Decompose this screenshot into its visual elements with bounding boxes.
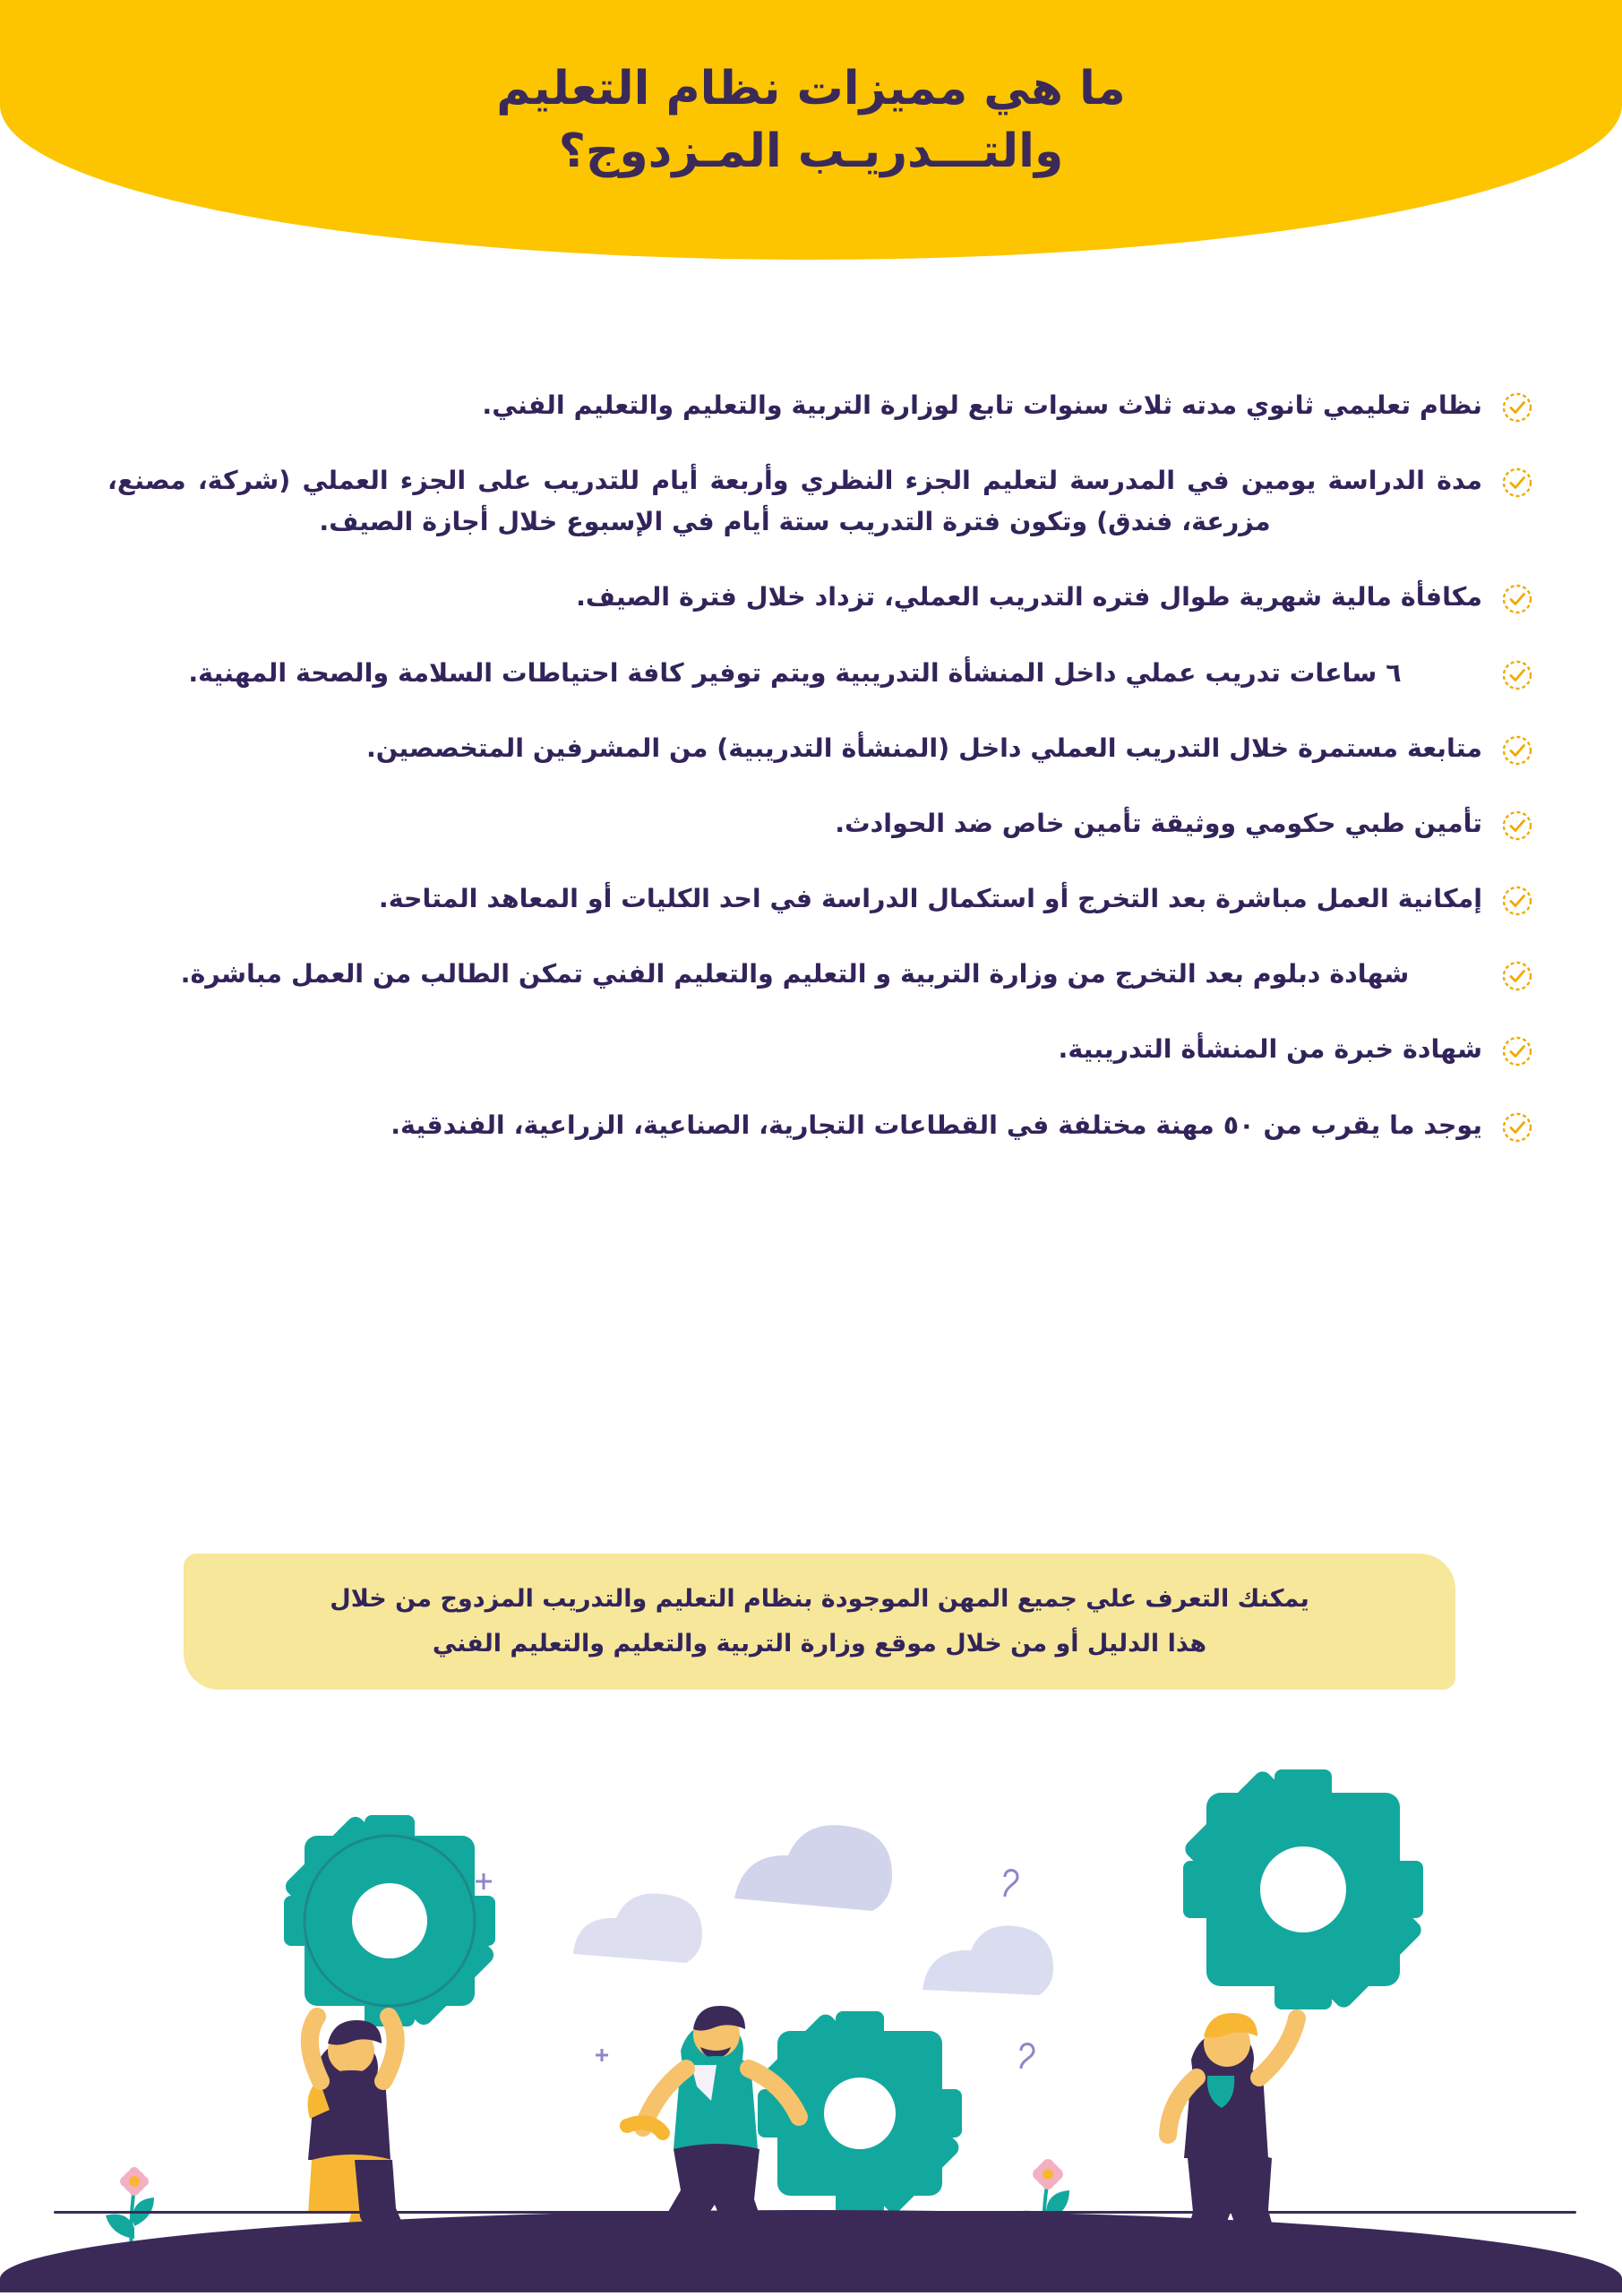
list-item-text: إمكانية العمل مباشرة بعد التخرج أو استكمال الدراسة في احد الكليات أو المعاهد المتاحة. [378, 884, 1482, 914]
check-circle-icon [1502, 584, 1532, 614]
list-item [107, 728, 1532, 769]
features-list [0, 385, 1622, 1180]
page-title [0, 0, 1622, 260]
list-item [107, 1105, 1532, 1146]
list-item [107, 460, 1532, 543]
list-item [107, 577, 1532, 618]
list-item-text: تأمين طبي حكومي ووثيقة تأمين خاص ضد الحوادث. [835, 808, 1482, 838]
list-item-text: يوجد ما يقرب من ٥٠ مهنة مختلفة في القطاعات التجارية، الصناعية، الزراعية، الفندقية. [390, 1109, 1482, 1140]
check-circle-icon [1502, 886, 1532, 916]
check-circle-icon [1502, 392, 1532, 423]
list-item-text: نظام تعليمي ثانوي مدته ثلاث سنوات تابع لوزارة التربية والتعليم والتعليم الفني. [482, 390, 1482, 420]
info-note-line-2: هذا الدليل أو من خلال موقع وزارة التربية والتعليم والتعليم الفني [432, 1629, 1207, 1658]
info-note [184, 1554, 1455, 1690]
list-item-text: متابعة مستمرة خلال التدريب العملي داخل (المنشأة التدريبية) من المشرفين المتخصصين. [365, 732, 1482, 763]
list-item [107, 653, 1532, 694]
page-title-line-1: ما هي مميزات نظام التعليم [496, 61, 1126, 116]
gear-right [1181, 1768, 1425, 2011]
check-circle-icon [1502, 735, 1532, 766]
list-item [107, 1029, 1532, 1070]
list-item-text: شهادة دبلوم بعد التخرج من وزارة التربية و التعليم والتعليم الفني تمكن الطالب من العمل مباشرة. [180, 959, 1410, 990]
check-circle-icon [1502, 810, 1532, 841]
cloud-shapes [573, 1825, 1053, 1995]
check-circle-icon [1502, 660, 1532, 690]
list-item [107, 385, 1532, 426]
gear-left [282, 1813, 497, 2028]
list-item-text: مدة الدراسة يومين في المدرسة لتعليم الجزء النظري وأربعة أيام للتدريب على الجزء العملي (شركة، مصنع، مزرعة، فندق) وتكون فترة التدريب ستة أيام في الإسبوع خلال أجازة الصيف. [107, 466, 1482, 537]
list-item [107, 803, 1532, 844]
check-circle-icon [1502, 961, 1532, 991]
check-circle-icon [1502, 1036, 1532, 1067]
list-item [107, 954, 1532, 995]
workers-carrying-gears-illustration [0, 1755, 1622, 2292]
list-item-text: مكافأة مالية شهرية طوال فتره التدريب العملي، تزداد خلال فترة الصيف. [576, 582, 1482, 613]
check-circle-icon [1502, 467, 1532, 498]
page-title-line-2: والتـــدريـب المـزدوج؟ [558, 124, 1064, 178]
header-band [0, 0, 1622, 260]
list-item-text: ٦ ساعات تدريب عملي داخل المنشأة التدريبية ويتم توفير كافة احتياطات السلامة والصحة المهنية. [188, 657, 1402, 688]
list-item [107, 878, 1532, 920]
list-item-text: شهادة خبرة من المنشأة التدريبية. [1058, 1034, 1482, 1065]
info-note-line-1: يمكنك التعرف علي جميع المهن الموجودة بنظام التعليم والتدريب المزدوج من خلال [330, 1585, 1309, 1613]
check-circle-icon [1502, 1112, 1532, 1143]
